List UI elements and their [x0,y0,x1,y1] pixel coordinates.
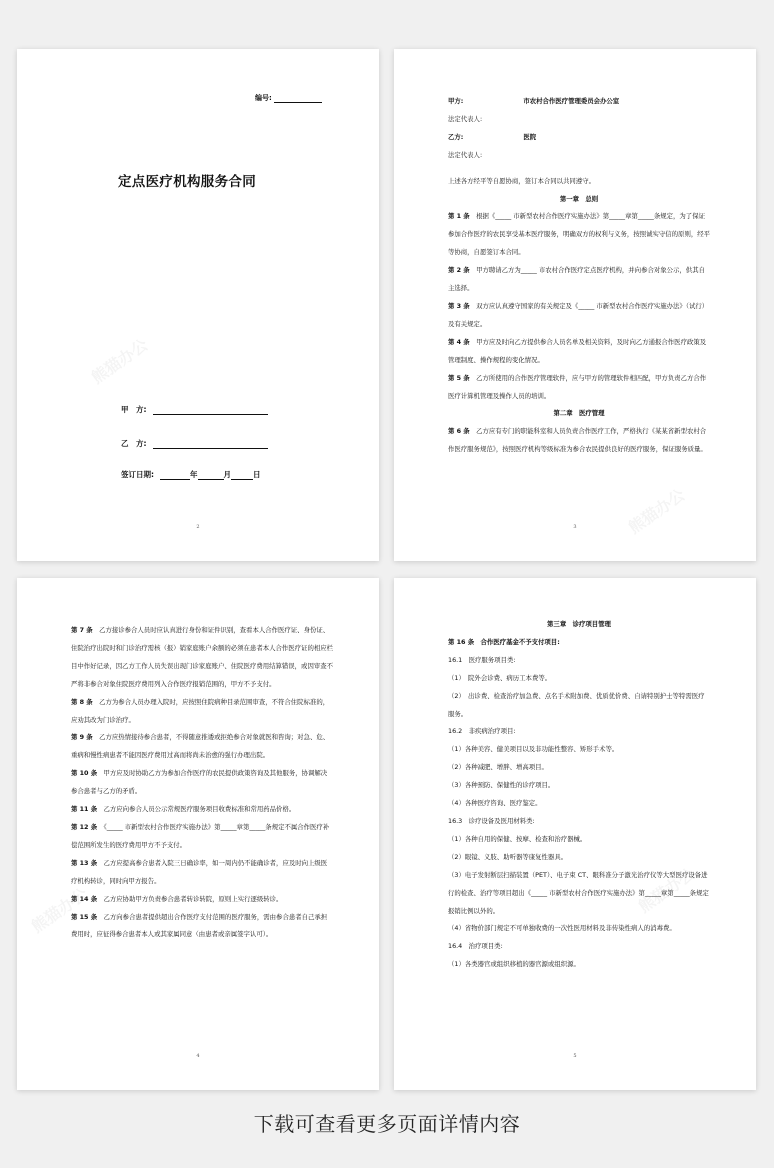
article-label: 第 15 条 [71,912,98,921]
chapter-heading: 第一章 总则 [559,194,599,203]
year-blank [160,471,190,480]
article-text: 乙方向参合患者提供超出合作医疗支付范围的医疗服务，需由参合患者自己承担费用时，应征得参合患者本人或其家属同意（由患者或亲属签字认可）。 [71,912,328,939]
article-text: 乙方应提高参合患者入院三日确诊率，如一周内仍不能确诊者，应及时向上级医疗机构转诊，同时向甲方报告。 [71,858,328,885]
signing-date [121,469,261,480]
list-item: （2） 出诊费、检查治疗加急费、点名手术附加费、优质优价费、自请特别护士等特需医疗服务。 [448,691,705,718]
article-text: 乙方所使用的合作医疗管理软件，应与甲方的管理软件相匹配，甲方负责乙方合作医疗计算机管理及操作人员的培训。 [448,373,707,400]
section-heading: 16.4 治疗项目类: [448,942,503,951]
article-heading: 第 16 条 合作医疗基金不予支付项目: [448,637,560,646]
number-label: 编号: [255,94,272,102]
article [448,298,710,334]
list-item: （1）各类器官或组织移植的器官源或组织源。 [448,960,580,969]
party-b-signature [121,438,268,449]
article [71,909,333,945]
article [71,801,333,819]
article-label: 第 7 条 [71,626,93,634]
list-item: （1） 院外会诊费、病历工本费等。 [448,673,552,682]
chapter-heading: 第三章 诊疗项目管理 [547,620,611,628]
rep-line: 法定代表人: [448,114,483,123]
article-label: 第 4 条 [448,337,470,346]
party-b-value: 医院 [523,132,537,141]
article-label: 第 8 条 [71,697,93,706]
month-label: 月 [223,470,231,479]
article [448,334,710,370]
contract-page-2 [394,49,756,561]
article [448,423,710,459]
article-label: 第 14 条 [71,894,98,903]
download-more-banner[interactable]: 下载可查看更多页面详情内容 [253,1112,521,1136]
article-text: 甲方应及时协助乙方为参加合作医疗的农民提供政策咨询及其他服务，协调解决参合患者与乙方的矛盾。 [71,769,328,796]
page-number: 2 [196,524,200,530]
article-label: 第 3 条 [448,301,470,310]
list-item: （4）省物价部门规定不可单独收费的一次性医用材料及非传染性病人的消毒费。 [448,924,676,933]
section-heading: 16.1 医疗服务项目类: [448,655,516,664]
article [71,819,333,855]
article-label: 第 12 条 [71,822,98,831]
page-body [71,622,333,944]
party-a-value: 市农村合作医疗管理委员会办公室 [523,97,620,105]
day-blank [231,471,253,480]
party-a-line [448,93,710,111]
article [71,765,333,801]
article-text: 乙方为参合人员办理入院时，应按照住院病种目录范围审查，不符合住院标准的，应劝其改为门诊治疗。 [71,697,330,724]
article [448,208,710,262]
article [71,622,333,694]
article [448,262,710,298]
article-text: 双方应认真遵守国家的有关规定及《_____ 市新型农村合作医疗实施办法》（试行）及有关规定。 [448,301,709,328]
article-text: 乙方接诊参合人员时应认真进行身份和证件识别，查看本人合作医疗证、身份证、住院治疗出院时和门诊治疗需核（报）销家庭账户余额的必须在患者本人合作医疗证的相应栏目中作好记录，因乙方工作人员失误出现门诊家庭账户、住院医疗费用结算错误，或因审查不严将非参合对象住院医疗费用列入合作医疗报销范围的，甲方不予支付。 [71,626,334,688]
article-label: 第 9 条 [71,733,93,742]
article [71,891,333,909]
chapter-heading: 第二章 医疗管理 [553,409,605,418]
list-item: （1）各种自用的保健、按摩、检查和治疗器械。 [448,834,587,843]
article-label: 第 10 条 [71,769,98,778]
page-number: 3 [573,524,577,530]
article [448,370,710,406]
cover-page [17,49,379,561]
article-label: 第 11 条 [71,805,98,814]
list-item: （2）眼镜、义肢、助听器等康复性器具。 [448,852,568,861]
article-label: 第 6 条 [448,427,470,436]
page-number: 4 [196,1053,200,1059]
article [71,855,333,891]
article-text: 《_____ 市新型农村合作医疗实施办法》第_____章第_____条规定不属合作医疗补偿范围所发生的医疗费用甲方不予支付。 [71,822,330,849]
list-item: （3）各种预防、保健性的诊疗项目。 [448,781,555,790]
page-number: 5 [573,1053,577,1059]
party-b-label: 乙方: [448,132,464,141]
article-text: 乙方应热情接待参合患者，不得随意推诿或拒绝参合对象就医和咨询；对急、危、重病和慢性病患者不能因医疗费用过高而将尚未治愈的强行办理出院。 [71,733,330,760]
article [71,729,333,765]
article [71,694,333,730]
month-blank [198,471,224,480]
party-b-label: 乙 方: [121,439,147,448]
article-text: 根据《_____ 市新型农村合作医疗实施办法》第_____章第_____条规定，为了保证参加合作医疗的农民享受基本医疗服务，明确双方的权利与义务，按照诚实守信的原则，经平等协商，自愿签订本合同。 [448,212,711,257]
contract-title: 定点医疗机构服务合同 [118,174,256,190]
contract-page-4 [17,578,379,1090]
page-body [448,616,710,974]
number-blank [274,95,322,103]
contract-number [255,93,322,103]
section-heading: 16.3 诊疗设备及医用材料类: [448,816,535,825]
party-b-line [448,129,710,147]
article-label: 第 1 条 [448,212,470,221]
date-label: 签订日期: [121,470,154,479]
contract-page-5 [394,578,756,1090]
intro-text: 上述各方经平等自愿协商，签订本合同以共同遵守。 [448,176,595,185]
rep-line: 法定代表人: [448,150,483,159]
article-text: 乙方应协助甲方负责参合患者转诊转院，原则上实行逐级转诊。 [103,894,283,903]
list-item: （1）各种美容、健美项目以及非功能性整容、矫形手术等。 [448,745,619,754]
article-label: 第 5 条 [448,373,470,382]
article-label: 第 2 条 [448,266,470,275]
year-label: 年 [190,470,198,479]
party-a-signature [121,404,268,415]
party-a-label: 甲方: [448,97,464,105]
article-text: 甲方应及时向乙方提供参合人员名单及相关资料，及时向乙方通报合作医疗政策及管理制度、操作规程的变化情况。 [448,337,707,364]
article-text: 乙方应向参合人员公示常规医疗服务项目收费标准和常用药品价格。 [103,805,296,814]
list-item: （2）各种减肥、增胖、增高项目。 [448,763,548,772]
day-label: 日 [253,470,261,479]
list-item: （3）电子发射断层扫描装置（PET）、电子束 CT、眼科准分子激光治疗仪等大型医疗设备进行的检查、治疗等项目超出《_____ 市新型农村合作医疗实施办法》第_____章第_____条规定报销比例以外的。 [448,870,709,915]
watermark [86,333,152,389]
party-a-blank [153,406,268,415]
section-heading: 16.2 非疾病治疗项目: [448,727,516,736]
article-text: 甲方聘请乙方为_____ 市农村合作医疗定点医疗机构，并向参合对象公示，供其自主选择。 [448,266,705,293]
list-item: （4）各种医疗咨询、医疗鉴定。 [448,799,542,808]
page-body [448,93,710,459]
article-label: 第 13 条 [71,858,98,867]
party-a-label: 甲 方: [121,405,147,414]
article-text: 乙方应有专门的职能科室和人员负责合作医疗工作，严格执行《某某省新型农村合作医疗服务规范》，按照医疗机构等级标准为参合农民提供良好的医疗服务，保证服务质量。 [448,427,707,454]
party-b-blank [153,440,268,449]
